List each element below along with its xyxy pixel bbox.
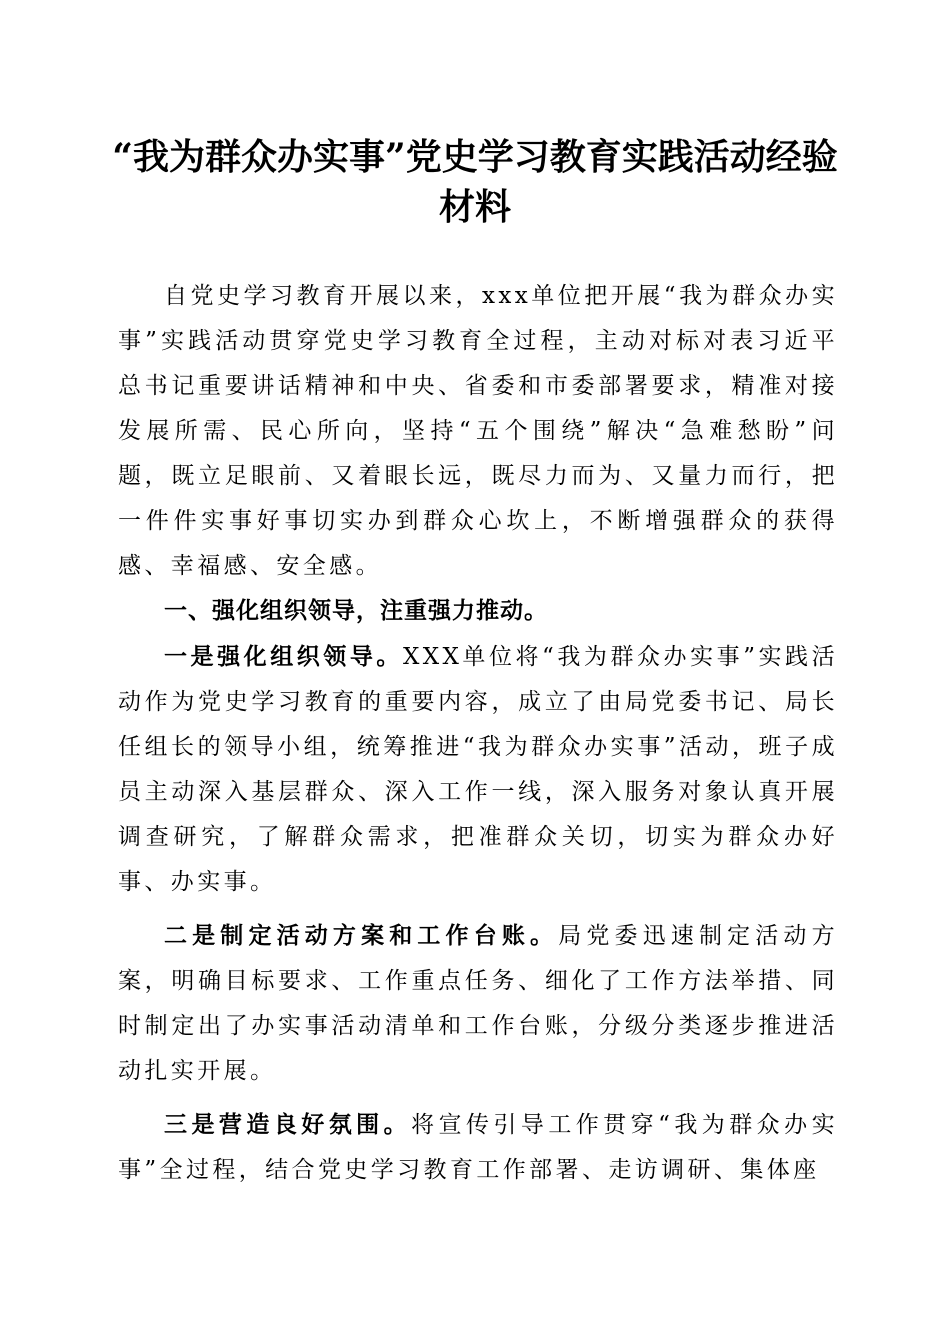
section-heading: 一、强化组织领导，注重强力推动。 xyxy=(164,598,548,624)
point-two-lead: 二是制定活动方案和工作台账。 xyxy=(164,922,559,949)
point-three-text: 将宣传引导工作贯穿“我为群众办实事”全过程，结合党史学习教育工作部署、走访调研、集体座 xyxy=(118,1112,838,1183)
point-one-paragraph xyxy=(118,634,838,905)
point-one-text: XXX单位将“我为群众办实事”实践活动作为党史学习教育的重要内容，成立了由局党委书记、局长任组长的领导小组，统筹推进“我为群众办实事”活动，班子成员主动深入基层群众、深入工作一线，深入服务对象认真开展调查研究，了解群众需求，把准群众关切，切实为群众办好事、办实事。 xyxy=(118,644,838,895)
point-two-paragraph xyxy=(118,913,838,1094)
document-body xyxy=(118,274,838,1193)
intro-paragraph: 自党史学习教育开展以来，xxx单位把开展“我为群众办实事”实践活动贯穿党史学习教育全过程，主动对标对表习近平总书记重要讲话精神和中央、省委和市委部署要求，精准对接发展所需、民心所向，坚持“五个围绕”解决“急难愁盼”问题，既立足眼前、又着眼长远，既尽力而为、又量力而行，把一件件实事好事切实办到群众心坎上，不断增强群众的获得感、幸福感、安全感。 xyxy=(118,283,838,579)
point-three-lead: 三是营造良好氛围。 xyxy=(164,1111,412,1138)
point-three-paragraph xyxy=(118,1102,838,1193)
document-title: “我为群众办实事”党史学习教育实践活动经验材料 xyxy=(112,136,838,228)
point-one-lead: 一是强化组织领导。 xyxy=(164,643,403,670)
point-two-text: 局党委迅速制定活动方案，明确目标要求、工作重点任务、细化了工作方法举措、同时制定出了办实事活动清单和工作台账，分级分类逐步推进活动扎实开展。 xyxy=(118,923,838,1084)
